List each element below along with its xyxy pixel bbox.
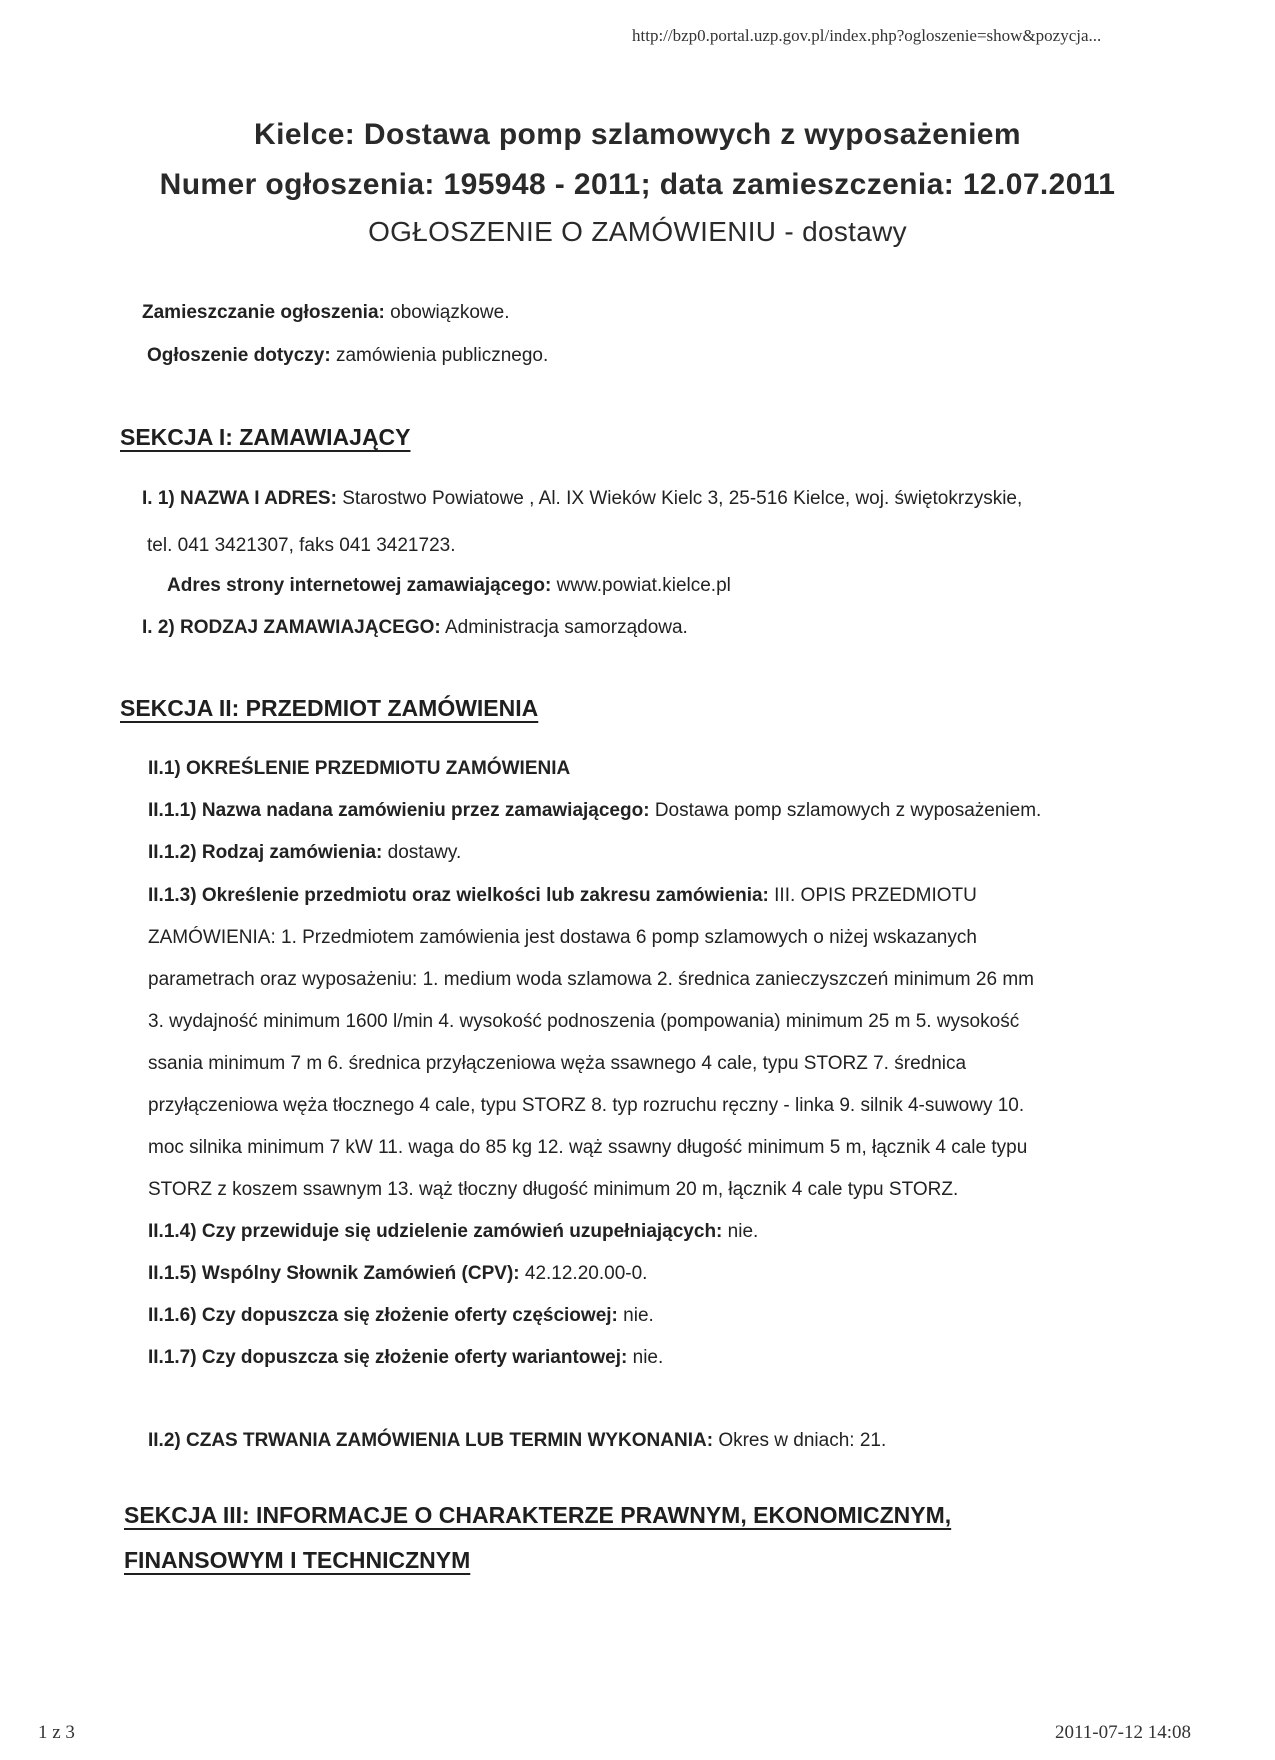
subject-heading: II.1) OKREŚLENIE PRZEDMIOTU ZAMÓWIENIA <box>148 758 571 779</box>
item-1-1-4 <box>148 1221 758 1243</box>
item-1-1-7-label: II.1.7) Czy dopuszcza się złożenie oferty wariantowej: <box>148 1347 628 1368</box>
phone-fax-line: tel. 041 3421307, faks 041 3421723. <box>147 535 456 556</box>
item-1-1-6-value: nie. <box>617 1305 654 1326</box>
item-1-1-3-value: III. OPIS PRZEDMIOTU <box>768 885 977 906</box>
publication-line <box>142 302 509 324</box>
website-value: www.powiat.kielce.pl <box>551 575 731 596</box>
name-address-line <box>142 488 1022 510</box>
item-1-2-value: Okres w dniach: 21. <box>713 1430 887 1451</box>
item-1-1-5-label: II.1.5) Wspólny Słownik Zamówień (CPV): <box>148 1263 520 1284</box>
description-line: ssania minimum 7 m 6. średnica przyłączeniowa węża ssawnego 4 cale, typu STORZ 7. średnica <box>148 1053 967 1074</box>
concerns-value: zamówienia publicznego. <box>330 345 549 366</box>
notice-type: OGŁOSZENIE O ZAMÓWIENIU - dostawy <box>368 216 907 247</box>
item-1-1-5-value: 42.12.20.00-0. <box>519 1263 648 1284</box>
page-url: http://bzp0.portal.uzp.gov.pl/index.php?ogloszenie=show&pozycja... <box>632 26 1102 45</box>
item-1-1-7-value: nie. <box>627 1347 664 1368</box>
description-line: STORZ z koszem ssawnym 13. wąż tłoczny długość minimum 20 m, łącznik 4 cale typu STORZ. <box>148 1179 959 1200</box>
section-3-heading: SEKCJA III: INFORMACJE O CHARAKTERZE PRAWNYM, EKONOMICZNYM, <box>124 1502 952 1528</box>
item-1-1-2 <box>148 842 461 864</box>
name-address-label: I. 1) NAZWA I ADRES: <box>142 488 337 509</box>
description-line: przyłączeniowa węża tłocznego 4 cale, typu STORZ 8. typ rozruchu ręczny - linka 9. silnik 4-suwowy 10. <box>148 1095 1025 1116</box>
section-3-heading-cont: FINANSOWYM I TECHNICZNYM <box>124 1547 471 1573</box>
item-1-1-2-value: dostawy. <box>382 842 462 863</box>
publication-label: Zamieszczanie ogłoszenia: <box>142 302 385 323</box>
item-1-2-label: II.2) CZAS TRWANIA ZAMÓWIENIA LUB TERMIN WYKONANIA: <box>148 1430 714 1451</box>
publication-value: obowiązkowe. <box>384 302 510 323</box>
description-line: ZAMÓWIENIA: 1. Przedmiotem zamówienia jest dostawa 6 pomp szlamowych o niżej wskazanych <box>148 927 977 948</box>
page-number: 1 z 3 <box>38 1722 75 1743</box>
website-line <box>167 575 731 597</box>
section-1-heading: SEKCJA I: ZAMAWIAJĄCY <box>120 424 411 450</box>
section-2-heading: SEKCJA II: PRZEDMIOT ZAMÓWIENIA <box>120 695 539 721</box>
description-line: moc silnika minimum 7 kW 11. waga do 85 kg 12. wąż ssawny długość minimum 5 m, łącznik 4 cale typu <box>148 1137 1028 1158</box>
website-label: Adres strony internetowej zamawiającego: <box>167 575 552 596</box>
item-1-1-1-label: II.1.1) Nazwa nadana zamówieniu przez zamawiającego: <box>148 800 650 821</box>
item-1-1-3 <box>148 885 977 907</box>
notice-number: Numer ogłoszenia: 195948 - 2011; data zamieszczenia: 12.07.2011 <box>159 168 1116 201</box>
buyer-type-label: I. 2) RODZAJ ZAMAWIAJĄCEGO: <box>142 617 441 638</box>
name-address-value: Starostwo Powiatowe , Al. IX Wieków Kielc 3, 25-516 Kielce, woj. świętokrzyskie, <box>336 488 1023 509</box>
item-1-1-1-value: Dostawa pomp szlamowych z wyposażeniem. <box>649 800 1042 821</box>
buyer-type-value: Administracja samorządowa. <box>440 617 688 638</box>
print-datetime: 2011-07-12 14:08 <box>1055 1722 1191 1743</box>
concerns-label: Ogłoszenie dotyczy: <box>147 345 331 366</box>
item-1-1-5 <box>148 1263 647 1285</box>
item-1-1-7 <box>148 1347 663 1369</box>
item-1-1-1 <box>148 800 1041 822</box>
page-title: Kielce: Dostawa pomp szlamowych z wyposażeniem <box>254 118 1021 151</box>
concerns-line <box>147 345 548 367</box>
title-block <box>0 118 1275 248</box>
buyer-type-line <box>142 617 688 639</box>
item-1-1-4-value: nie. <box>722 1221 759 1242</box>
description-line: 3. wydajność minimum 1600 l/min 4. wysokość podnoszenia (pompowania) minimum 25 m 5. wysokość <box>148 1011 1020 1032</box>
item-1-2 <box>148 1430 886 1452</box>
item-1-1-2-label: II.1.2) Rodzaj zamówienia: <box>148 842 383 863</box>
item-1-1-6-label: II.1.6) Czy dopuszcza się złożenie oferty częściowej: <box>148 1305 618 1326</box>
item-1-1-6 <box>148 1305 654 1327</box>
description-line: parametrach oraz wyposażeniu: 1. medium woda szlamowa 2. średnica zanieczyszczeń minimum 26 mm <box>148 969 1034 990</box>
item-1-1-3-label: II.1.3) Określenie przedmiotu oraz wielkości lub zakresu zamówienia: <box>148 885 769 906</box>
item-1-1-4-label: II.1.4) Czy przewiduje się udzielenie zamówień uzupełniających: <box>148 1221 723 1242</box>
